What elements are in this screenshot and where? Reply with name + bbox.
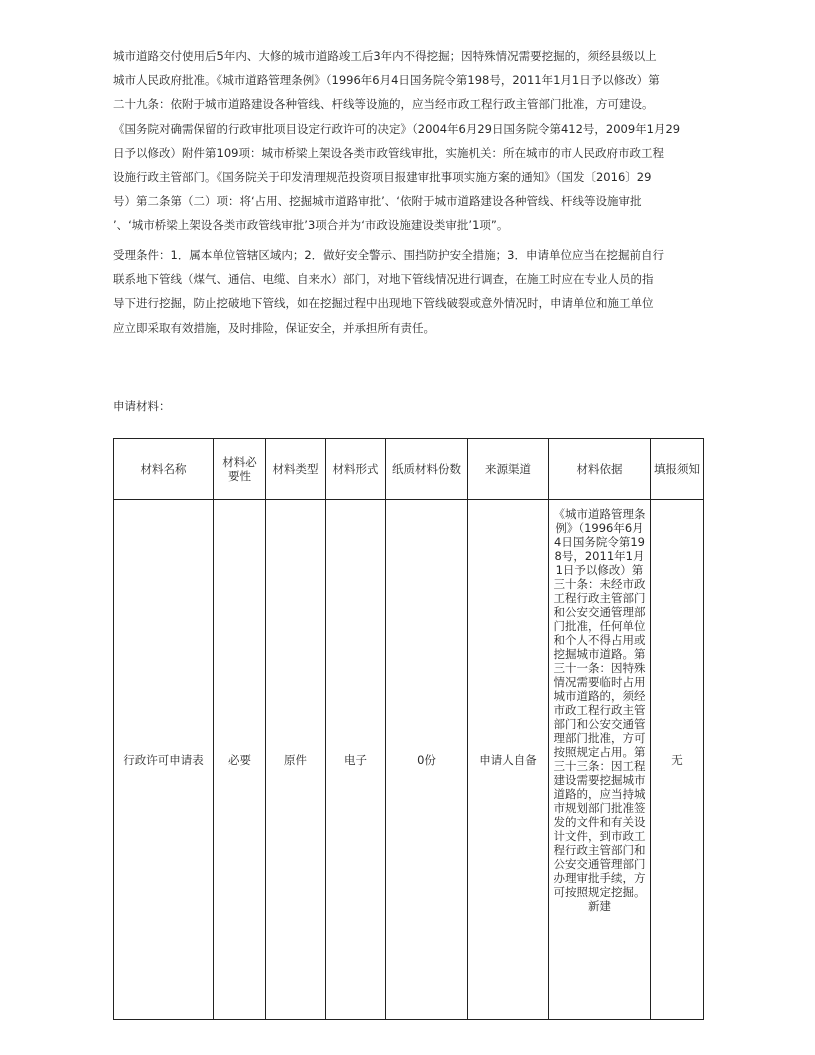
cell-notes: 无 <box>651 500 704 1020</box>
text-line: 导下进行挖掘，防止挖破地下管线，如在挖掘过程中出现地下管线破裂或意外情况时，申请单位和施工单位 <box>113 296 654 311</box>
text-line: 城市道路交付使用后5年内、大修的城市道路竣工后3年内不得挖掘；因特殊情况需要挖掘的，须经县级以上 <box>113 49 657 63</box>
cell-material-form: 电子 <box>326 500 386 1020</box>
text-line: 城市人民政府批准。《城市道路管理条例》（1996年6月4日国务院令第198号，2011年1月1日予以修改）第 <box>113 73 660 88</box>
text-line: 设施行政主管部门。《国务院关于印发清理规范投资项目报建审批事项实施方案的通知》（国发〔2016〕29 <box>113 169 652 184</box>
header-material-form: 材料形式 <box>326 439 386 500</box>
header-material-name: 材料名称 <box>114 439 214 500</box>
header-necessity: 材料必要性 <box>214 439 266 500</box>
text-line: 联系地下管线（煤气、通信、电缆、自来水）部门，对地下管线情况进行调查，在施工时应在专业人员的指 <box>113 272 654 287</box>
cell-source: 申请人自备 <box>468 500 549 1020</box>
table-header-row <box>114 439 704 500</box>
cell-material-type: 原件 <box>266 500 326 1020</box>
text-line: 应立即采取有效措施，及时排险，保证安全，并承担所有责任。 <box>113 320 435 335</box>
basis-text: 《城市道路管理条例》（1996年6月4日国务院令第198号，2011年1月1日予以修改）第三十条：未经市政工程行政主管部门和公安交通管理部门批准，任何单位和个人不得占用或挖掘城市道路。第三十一条：因特殊情况需要临时占用城市道路的，须经市政工程行政主管部门和公安交通管理部门批准，方可按照规定占用。第三十三条：因工程建设需要挖掘城市道路的，应当持城市规划部门批准签发的文件和有关设计文件，到市政工程行政主管部门和公安交通管理部门办理审批手续，方可按照规定挖掘。新建 <box>553 507 646 913</box>
header-basis: 材料依据 <box>549 439 651 500</box>
text-line: 二十九条：依附于城市道路建设各种管线、杆线等设施的，应当经市政工程行政主管部门批准，方可建设。 <box>113 97 654 112</box>
text-line: 号）第二条第（二）项：将‘占用、挖掘城市道路审批’、‘依附于城市道路建设各种管线、杆线等设施审批 <box>113 194 642 209</box>
table-row <box>114 500 704 1020</box>
cell-material-name: 行政许可申请表 <box>114 500 214 1020</box>
acceptance-conditions-paragraph <box>113 243 713 340</box>
cell-necessity: 必要 <box>214 500 266 1020</box>
header-paper-copies: 纸质材料份数 <box>386 439 468 500</box>
header-material-type: 材料类型 <box>266 439 326 500</box>
materials-label <box>113 394 713 418</box>
materials-table <box>113 438 704 1020</box>
text-line: 受理条件：1．属本单位管辖区域内；2．做好安全警示、围挡防护安全措施；3．申请单位应当在挖掘前自行 <box>113 248 664 262</box>
header-notes: 填报须知 <box>651 439 704 500</box>
legal-basis-paragraph <box>113 44 713 238</box>
text-line: 日予以修改）附件第109项：城市桥梁上架设各类市政管线审批，实施机关：所在城市的市人民政府市政工程 <box>113 145 664 160</box>
section-heading: 申请材料： <box>113 399 171 413</box>
cell-basis <box>549 500 651 1020</box>
header-source: 来源渠道 <box>468 439 549 500</box>
cell-paper-copies: 0份 <box>386 500 468 1020</box>
text-line: ’、‘城市桥梁上架设各类市政管线审批’3项合并为‘市政设施建设类审批’1项”。 <box>113 218 509 233</box>
text-line: 《国务院对确需保留的行政审批项目设定行政许可的决定》（2004年6月29日国务院令第412号，2009年1月29 <box>113 121 681 136</box>
